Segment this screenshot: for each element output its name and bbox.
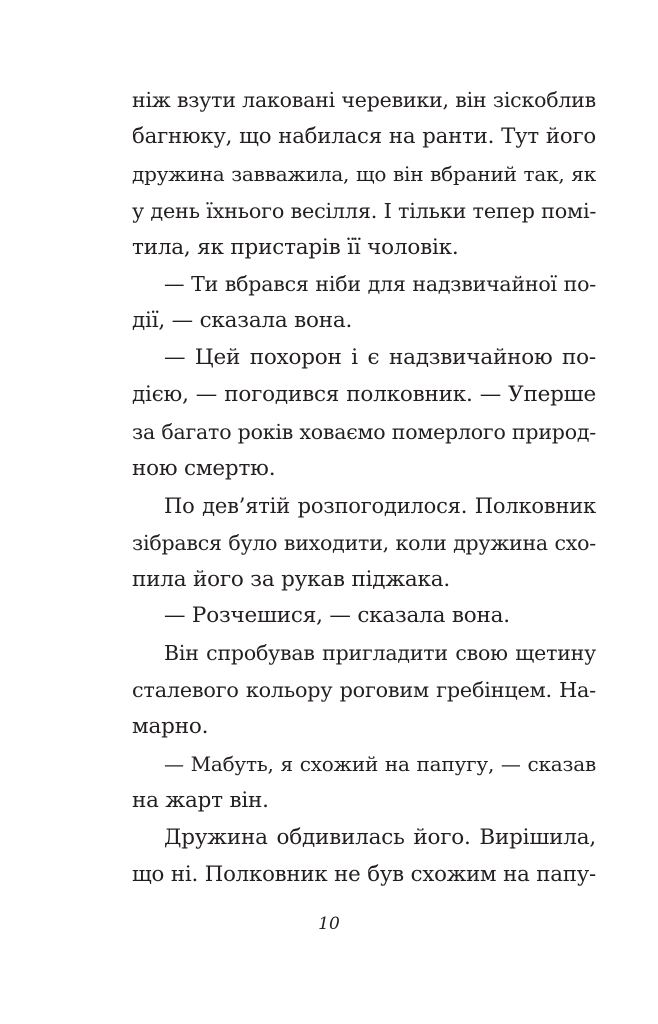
text-line: — Цей похорон і є надзвичайною по- — [164, 345, 596, 371]
text-line: тила, як пристарів її чоловік. — [132, 234, 459, 260]
text-line: багнюку, що набилася на ранти. Тут його — [132, 123, 596, 149]
text-line: — Мабуть, я схожий на папугу, — сказав — [164, 752, 596, 777]
text-line: на жарт він. — [132, 787, 269, 813]
body-text — [132, 82, 596, 894]
text-line: у день їхнього весілля. І тільки тепер помі- — [132, 198, 597, 223]
page-number: 10 — [318, 914, 340, 934]
text-line: марно. — [132, 714, 209, 740]
text-line: По дев’ятій розпогодилося. Полковник — [164, 493, 596, 518]
text-line: пила його за рукав піджака. — [132, 566, 451, 592]
text-line: сталевого кольору роговим гребінцем. На- — [132, 678, 596, 703]
text-line: — Розчешися, — сказала вона. — [164, 603, 510, 629]
text-line: Він спробував пригладити свою щетину — [164, 641, 596, 666]
text-line: ніж взути лаковані черевики, він зіскоблив — [132, 88, 596, 112]
text-line: дією, — погодився полковник. — Уперше — [132, 382, 596, 408]
text-line: що ні. Полковник не був схожим на папу- — [132, 861, 596, 887]
text-line: дружина завважила, що він вбраний так, як — [132, 161, 596, 186]
text-line: Дружина обдивилась його. Вирішила, — [164, 824, 596, 850]
text-line: зібрався було виходити, коли дружина схо- — [132, 530, 596, 555]
text-line: ною смертю. — [132, 455, 276, 481]
text-line: — Ти вбрався ніби для надзвичайної по- — [164, 272, 596, 297]
text-line: дії, — сказала вона. — [132, 308, 353, 334]
text-line: за багато років ховаємо померлого природ- — [132, 420, 596, 445]
